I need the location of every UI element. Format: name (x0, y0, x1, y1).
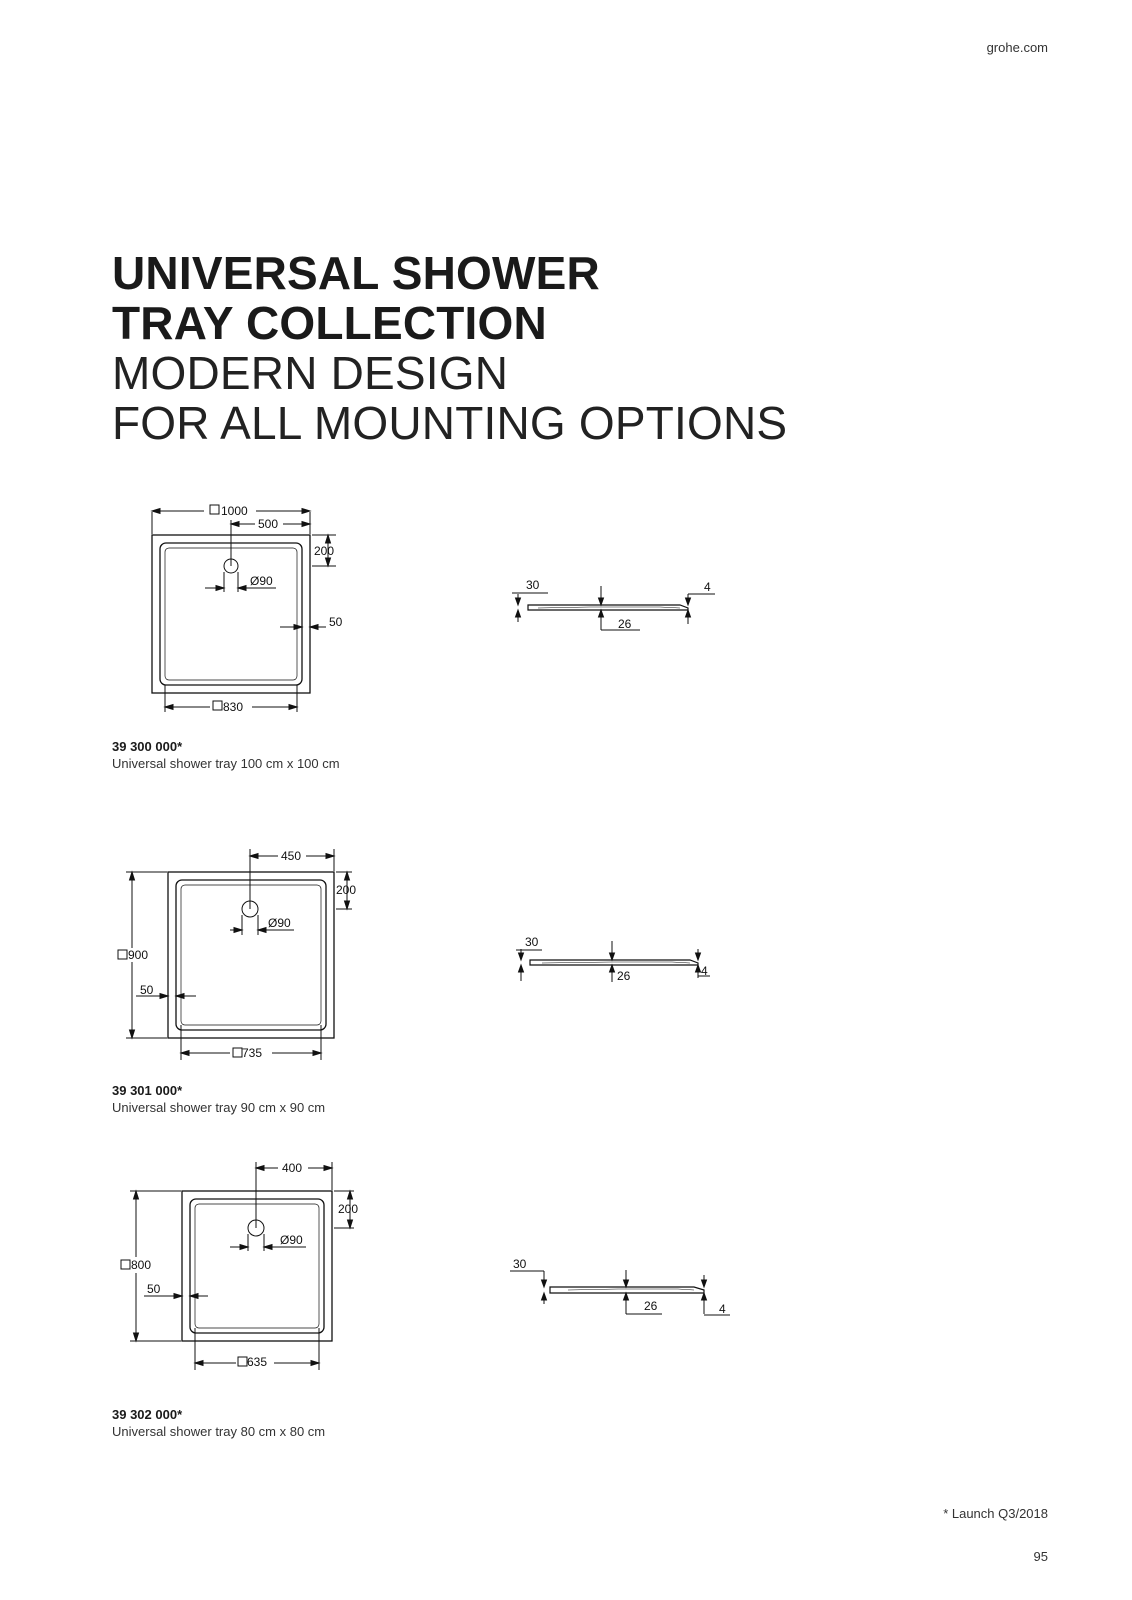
plan-drawing-100 (100, 500, 380, 730)
dim-outer: 1000 (221, 504, 248, 518)
dim-rim: 50 (329, 615, 343, 629)
plan-drawing-90 (112, 845, 372, 1065)
section-drain-depth: 26 (644, 1299, 658, 1313)
dim-inner: 735 (242, 1046, 263, 1060)
dim-drain-offset: 400 (282, 1161, 303, 1175)
product-code: 39 300 000* (112, 739, 183, 754)
section-height: 30 (525, 936, 539, 949)
dim-drain-offset: 450 (281, 849, 302, 863)
section-drawing-90 (512, 936, 732, 992)
title-line-3: MODERN DESIGN (112, 347, 509, 399)
product-caption-80 (112, 1406, 325, 1440)
dim-drain-diameter: Ø90 (280, 1233, 303, 1247)
dim-drain-diameter: Ø90 (268, 916, 291, 930)
dim-rim: 50 (147, 1282, 161, 1296)
launch-footnote: * Launch Q3/2018 (943, 1506, 1048, 1521)
section-rim-height: 4 (719, 1302, 726, 1316)
title-line-1: UNIVERSAL SHOWER (112, 247, 600, 299)
section-rim-height: 4 (701, 964, 708, 978)
dim-drain-diameter: Ø90 (250, 574, 273, 588)
dim-drain-top: 200 (314, 544, 335, 558)
dim-outer: 900 (128, 948, 149, 962)
product-caption-90 (112, 1082, 325, 1116)
dim-inner: 635 (247, 1355, 268, 1369)
section-height: 30 (526, 578, 540, 592)
site-url[interactable]: grohe.com (986, 40, 1048, 55)
plan-drawing-80 (112, 1158, 372, 1378)
page-number: 95 (1033, 1549, 1048, 1564)
section-drain-depth: 26 (617, 969, 631, 983)
dim-drain-offset: 500 (258, 517, 279, 531)
section-height: 30 (513, 1258, 527, 1271)
section-drawing-100 (510, 572, 730, 642)
product-description: Universal shower tray 100 cm x 100 cm (112, 756, 340, 771)
dim-inner: 830 (223, 700, 244, 714)
product-code: 39 302 000* (112, 1407, 183, 1422)
product-description: Universal shower tray 80 cm x 80 cm (112, 1424, 326, 1439)
dim-drain-top: 200 (338, 1202, 359, 1216)
section-rim-height: 4 (704, 580, 711, 594)
dim-outer: 800 (131, 1258, 152, 1272)
dim-drain-top: 200 (336, 883, 357, 897)
title-line-2: TRAY COLLECTION (112, 297, 547, 349)
product-description: Universal shower tray 90 cm x 90 cm (112, 1100, 326, 1115)
section-drain-depth: 26 (618, 617, 632, 631)
product-caption-100 (112, 738, 340, 772)
product-code: 39 301 000* (112, 1083, 183, 1098)
dim-rim: 50 (140, 983, 154, 997)
section-drawing-80 (508, 1258, 738, 1328)
title-line-4: FOR ALL MOUNTING OPTIONS (112, 397, 788, 449)
page-title (112, 248, 787, 448)
